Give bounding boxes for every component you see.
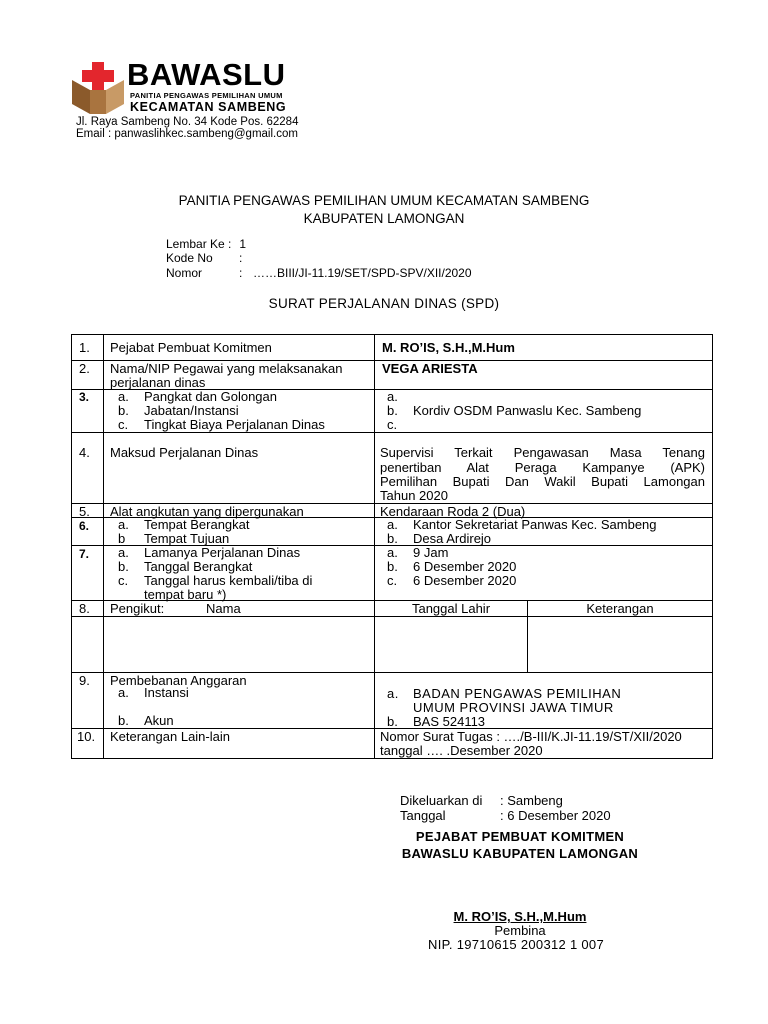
- row-6-value-b: b. Desa Ardirejo: [387, 531, 492, 546]
- row-4-value-l3: Pemilihan Bupati Dan Wakil Bupati Lamongan: [380, 474, 705, 489]
- row-3-no: 3.: [79, 390, 90, 404]
- row-1-no: 1.: [79, 340, 90, 355]
- org-email: Email : panwaslihkec.sambeng@gmail.com: [76, 128, 298, 140]
- issued-place-value: : Sambeng: [500, 793, 563, 808]
- page-title: [0, 192, 768, 228]
- row-5-value: Kendaraan Roda 2 (Dua): [380, 504, 526, 519]
- row-4-value-l1: Supervisi Terkait Pengawasan Masa Tenang: [380, 445, 705, 460]
- row-9-value-b: b. BAS 524113: [387, 714, 486, 729]
- org-name: BAWASLU: [127, 57, 286, 92]
- lembar-value: 1: [239, 237, 247, 251]
- issued-place-label: Dikeluarkan di: [400, 793, 483, 808]
- title-line1: PANITIA PENGAWAS PEMILIHAN UMUM KECAMATAN SAMBENG: [178, 193, 590, 208]
- row-8-col-nama: Nama: [206, 601, 241, 616]
- row-4-value-l4: Tahun 2020: [380, 488, 448, 503]
- row-7-value-c: c. 6 Desember 2020: [387, 573, 517, 588]
- row-9-label: Pembebanan Anggaran: [110, 673, 247, 688]
- kode-label: Kode No: [166, 251, 213, 265]
- row-9-item-b: b. Akun: [118, 713, 174, 728]
- row-10-value-l1: Nomor Surat Tugas : …./B-III/K.JI-11.19/ST/XII/2020: [380, 729, 682, 744]
- row-3-value-c: c.: [387, 417, 398, 432]
- row-4-value-l2: penertiban Alat Peraga Kampanye (APK): [380, 460, 705, 475]
- row-9-value-a-l1: a. BADAN PENGAWAS PEMILIHAN: [387, 686, 622, 701]
- row-10-label: Keterangan Lain-lain: [110, 729, 230, 744]
- kode-sep: :: [239, 251, 243, 265]
- row-7-item-b: b. Tanggal Berangkat: [118, 559, 253, 574]
- row-3-value-a: a.: [387, 389, 398, 404]
- row-2-value: VEGA ARIESTA: [382, 361, 478, 376]
- row-5-no: 5.: [79, 504, 90, 519]
- issued-date-label: Tanggal: [400, 808, 446, 823]
- lembar-label: Lembar Ke :: [166, 237, 232, 251]
- issued-date-value: : 6 Desember 2020: [500, 808, 611, 823]
- row-1-value: M. RO’IS, S.H.,M.Hum: [382, 340, 515, 355]
- org-address: Jl. Raya Sambeng No. 34 Kode Pos. 62284: [76, 116, 299, 128]
- row-6-no: 6.: [79, 519, 90, 533]
- signer-name: M. RO’IS, S.H.,M.Hum: [453, 909, 587, 924]
- row-2-label-l1: Nama/NIP Pegawai yang melaksanakan: [110, 361, 343, 376]
- nomor-label: Nomor: [166, 266, 203, 280]
- row-6-value-a: a. Kantor Sekretariat Panwas Kec. Sambeng: [387, 517, 657, 532]
- row-2-label-l2: perjalanan dinas: [110, 375, 206, 390]
- row-3-item-a: a. Pangkat dan Golongan: [118, 389, 277, 404]
- row-9-value-a-l2: UMUM PROVINSI JAWA TIMUR: [413, 700, 614, 715]
- row-8-col-tgl: Tanggal Lahir: [411, 601, 491, 616]
- row-8-no: 8.: [79, 601, 90, 616]
- nomor-sep: :: [239, 266, 243, 280]
- bawaslu-logo-icon: [70, 62, 126, 114]
- row-4-no: 4.: [79, 445, 90, 460]
- row-4-label: Maksud Perjalanan Dinas: [110, 445, 259, 460]
- row-10-no: 10.: [77, 729, 96, 744]
- row-8-label: Pengikut:: [110, 601, 165, 616]
- row-1-label: Pejabat Pembuat Komitmen: [110, 340, 272, 355]
- row-7-value-b: b. 6 Desember 2020: [387, 559, 517, 574]
- org-line1: PANITIA PENGAWAS PEMILIHAN UMUM: [130, 91, 283, 100]
- row-9-no: 9.: [79, 673, 90, 688]
- signer-title-l1: PEJABAT PEMBUAT KOMITMEN: [415, 829, 625, 844]
- row-2-no: 2.: [79, 361, 90, 376]
- row-6-item-a: a. Tempat Berangkat: [118, 517, 250, 532]
- row-7-item-c-l2: tempat baru *): [144, 587, 227, 602]
- row-3-item-c: c. Tingkat Biaya Perjalanan Dinas: [118, 417, 325, 432]
- title-line2: KABUPATEN LAMONGAN: [303, 211, 465, 226]
- row-8-col-ket: Keterangan: [586, 601, 654, 616]
- row-3-value-b: b. Kordiv OSDM Panwaslu Kec. Sambeng: [387, 403, 642, 418]
- row-7-item-c: c. Tanggal harus kembali/tiba di: [118, 573, 313, 588]
- signer-nip: NIP. 19710615 200312 1 007: [428, 937, 604, 952]
- row-7-item-a: a. Lamanya Perjalanan Dinas: [118, 545, 301, 560]
- row-5-label: Alat angkutan yang dipergunakan: [110, 504, 304, 519]
- row-7-value-a: a. 9 Jam: [387, 545, 449, 560]
- row-9-item-a: a. Instansi: [118, 685, 189, 700]
- row-6-item-b: b Tempat Tujuan: [118, 531, 230, 546]
- signer-title-l2: BAWASLU KABUPATEN LAMONGAN: [401, 846, 639, 861]
- org-line2: KECAMATAN SAMBENG: [130, 100, 287, 114]
- row-7-no: 7.: [79, 547, 90, 561]
- row-3-item-b: b. Jabatan/Instansi: [118, 403, 239, 418]
- signer-rank: Pembina: [494, 923, 546, 938]
- doc-title: SURAT PERJALANAN DINAS (SPD): [268, 296, 500, 311]
- nomor-value: ……BIII/JI-11.19/SET/SPD-SPV/XII/2020: [253, 266, 472, 280]
- row-10-value-l2: tanggal …. .Desember 2020: [380, 743, 543, 758]
